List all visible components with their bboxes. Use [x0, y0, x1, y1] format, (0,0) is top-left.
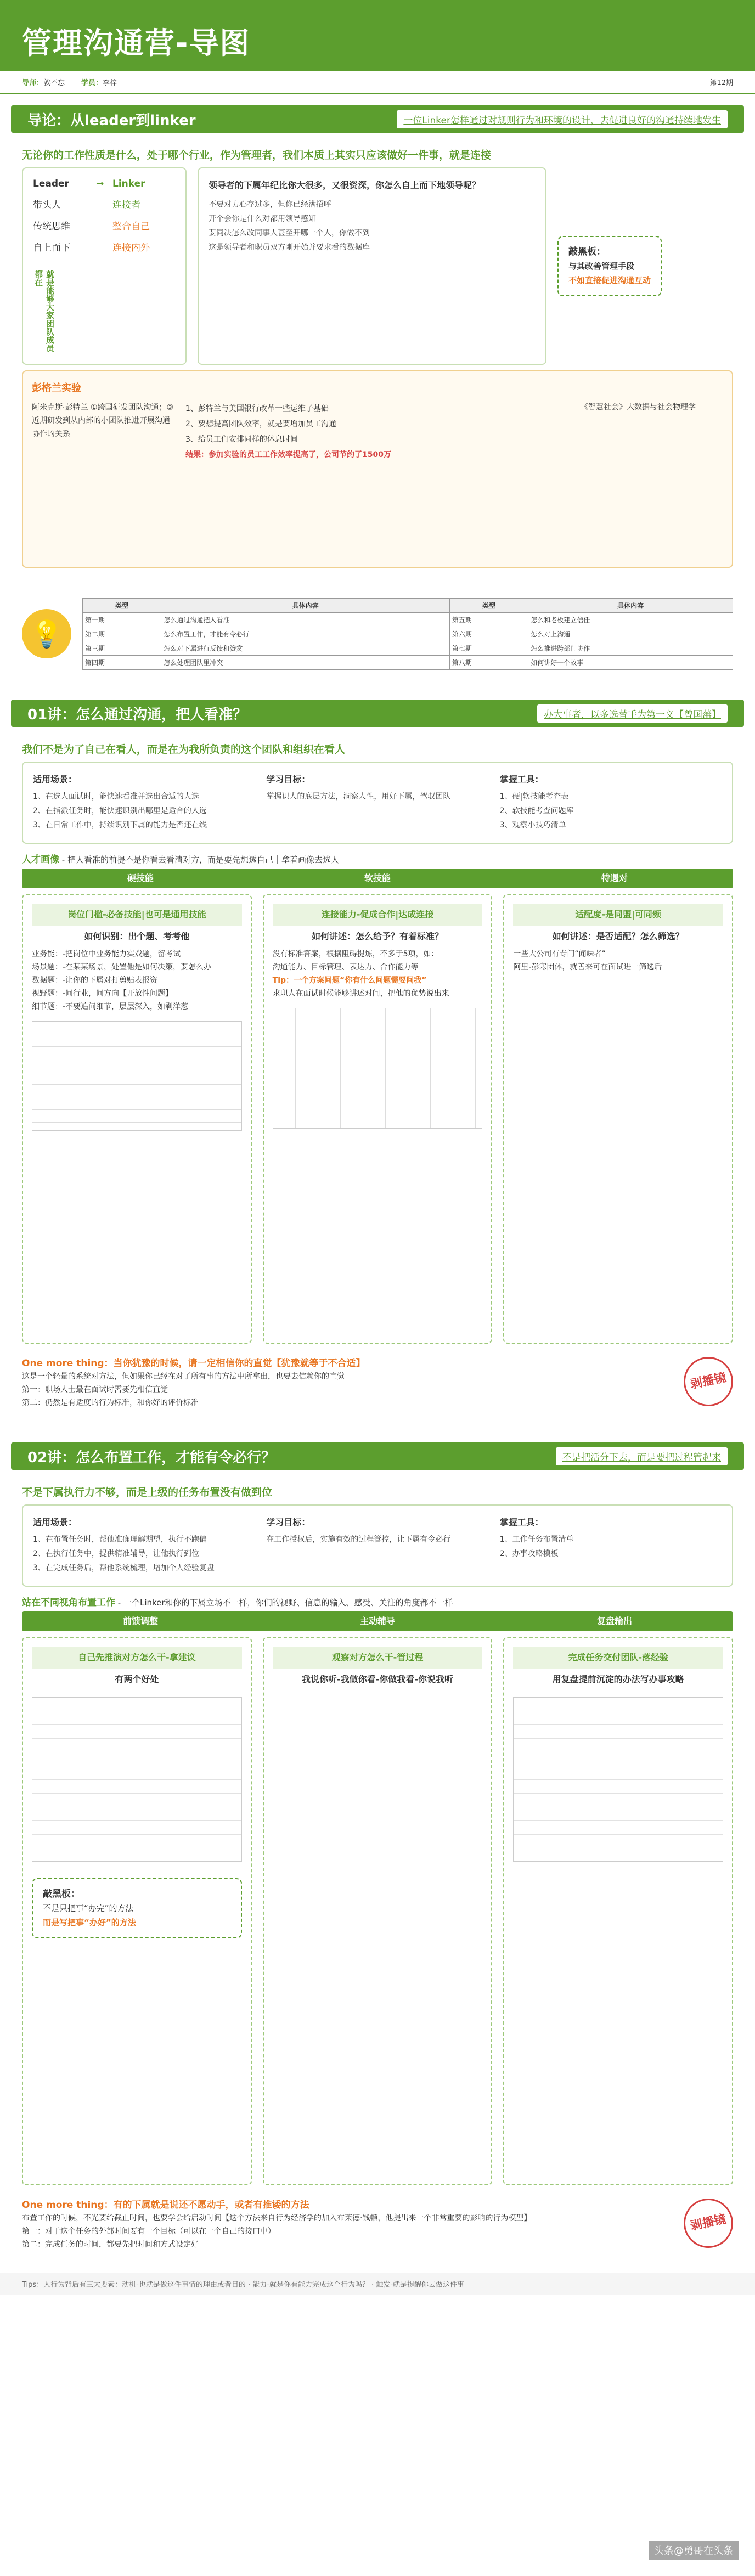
- lesson2-banner: 02讲：怎么布置工作，才能有令必行？ 不是把活分下去，而是要把过程管起来: [11, 1442, 744, 1470]
- sample-sheet: [32, 1021, 242, 1131]
- curriculum-table: 类型 具体内容 类型 具体内容 第一期 怎么通过沟通把人看准 第五期 怎么和老板建立信任 第二期 怎么布置工作，才能有令必行 第六期 怎么对上沟通 第三期 怎么对下属进行反馈和赞赏 第七期 怎么推进跨部门协作 第四期 怎么处理团队里冲突 第八期 如何讲好一个故事: [82, 598, 733, 670]
- seal-stamp: 剥播镜: [679, 1352, 738, 1411]
- lesson2-one-more: One more thing：有的下属就是说还不愿动手，或者有推诿的方法 布置工作的时候，不光要给截止时间，也要学会给启动时间【这个方法来自行为经济学的加入布莱德·钱顿，他提出来一个非常重要的影响的行为模型】 第一：对于这个任务的外部时间要有一个目标（可以在一个自己的接口中） 第二：完成任务的时间，都要先把时间和方式设定好 剥播镜: [0, 2191, 755, 2273]
- meta-teacher: 导师：敦不忘: [22, 79, 65, 87]
- page-title: 管理沟通营-导图: [22, 26, 251, 60]
- meta-issue: 第12期: [709, 79, 733, 87]
- lesson2-tiers: 前馈调整 主动辅导 复盘输出: [22, 1611, 733, 1631]
- intro-question: 无论你的工作性质是什么，处于哪个行业，作为管理者，我们本质上其实只应该做好一件事，就是连接: [22, 149, 492, 161]
- lesson1-question: 我们不是为了自己在看人，而是在为我所负责的这个团队和组织在看人: [22, 743, 346, 756]
- case-study: 彭格兰实验 阿米克斯·彭特兰 ①跨国研发团队沟通；③近期研发到从内部的小团队推进开展沟通协作的关系 1、彭特兰与美国银行改革一些运维子基础 2、要想提高团队效率，就是要增加员工沟通 3、给员工们安排同样的休息时间 结果：参加实验的员工工作效率提高了，公司节约了1500万 《智慧社会》大数据与社会物理学: [22, 370, 733, 568]
- lightbulb-icon: 💡: [22, 609, 71, 658]
- watermark: 头条@勇哥在头条: [649, 2541, 739, 2560]
- lesson2-col1: 自己先推演对方怎么干-拿建议 有两个好处 敲黑板： 不是只把事“办完”的方法 而是写把事“办好”的方法: [22, 1637, 252, 2185]
- lesson2-col2: 观察对方怎么干-管过程 我说你听-我做你看-你做我看-你说我听: [263, 1637, 493, 2185]
- lesson2-col3: 完成任务交付团队-落经验 用复盘提前沉淀的办法写办事攻略: [503, 1637, 733, 2185]
- curriculum: [22, 579, 733, 689]
- talent-portrait: 人才画像 - 把人看准的前提不是你看去看清对方，而是要先想透自己｜拿着画像去选人: [22, 854, 339, 865]
- lesson1-one-more: One more thing：当你犹豫的时候，请一定相信你的直觉【犹豫就等于不合适】 这是一个轻量的系统对方法，但如果你已经在对了所有事的方法中所拿出，也要去信赖你的直觉 第一：职场人士最在面试时需要先相信直觉 第二：仍然是有适度的行为标准，和你好的评价标准 剥播镜: [0, 1349, 755, 1431]
- knock-board: 敲黑板： 与其改善管理手段 不如直接促进沟通互动: [557, 236, 662, 296]
- lesson1-tiers: 硬技能 软技能 特遇对: [22, 869, 733, 888]
- lesson1-col3: 适配度-是同盟|可同频 如何讲述：是否适配？怎么筛选？ 一些大公司有专门“闻味者” 阿里-彭寒团体，就善来可在面试进一筛选后: [503, 894, 733, 1344]
- role-compare: Leader → Linker 带头人 连接者 传统思维 整合自己 自上而下 连接内外 就是能够大家团队成员都在: [22, 167, 187, 365]
- side-note: 就是能够大家团队成员都在: [33, 270, 55, 352]
- intro-block: [22, 167, 733, 365]
- station-note: 站在不同视角布置工作 - 一个Linker和你的下属立场不一样，你们的视野、信息的输入、感受、关注的角度都不一样: [22, 1597, 453, 1608]
- strategy-sheet: [513, 1697, 723, 1862]
- score-sheet: [273, 1008, 483, 1129]
- lesson1-col1: 岗位门槛-必备技能|也可是通用技能 如何识别：出个题、考考他 业务能：-把岗位中业务能力实戏题，留考试 场景题：-在某某场景，处置他是如何决策，要怎么办 数据题：-让你的下属对打剪贴表报资 视野题：-问行业，问方向【开放性问题】 细节题：-不要追问细节，层层深入，如剥洋葱: [22, 894, 252, 1344]
- lesson2-columns: [22, 1637, 733, 2185]
- lesson1-columns: [22, 894, 733, 1344]
- knock-board-2: 敲黑板： 不是只把事“办完”的方法 而是写把事“办好”的方法: [32, 1878, 242, 1938]
- footer-tips: Tips：人行为背后有三大要素：动机-也就是做这件事情的理由或者目的 · 能力-就是你有能力完成这个行为吗？ · 触发-就是提醒你去做这件事: [0, 2273, 755, 2295]
- lesson2-question: 不是下属执行力不够，而是上级的任务布置没有做到位: [22, 1486, 273, 1498]
- seal-stamp-2: 剥播镜: [679, 2194, 738, 2253]
- meta-student: 学员：李梓: [81, 79, 117, 87]
- intro-banner: 导论：从leader到linker 一位Linker怎样通过对规则行为和环境的设计，去促进良好的沟通持续地发生: [11, 105, 744, 133]
- lesson1-banner: 01讲：怎么通过沟通，把人看准？ 办大事者，以多选替手为第一义【曾国藩】: [11, 700, 744, 727]
- three-ask: 领导者的下属年纪比你大很多，又很资深，你怎么自上而下地领导呢？ 不要对力心存过多，但你已经满招呼 开个会你是什么对都用领导感知 要同决怎么改同事人甚至开哪一个人，你做不到 这是领导者和职员双方刚开始并要求看的数据库: [198, 167, 546, 365]
- header: [0, 0, 755, 71]
- lesson1-overview: 适用场景： 1、在选人面试时，能快速看准并选出合适的人选 2、在指派任务时，能快速识别出哪里是适合的人选 3、在日常工作中，持续识别下属的能力是否还在线 学习目标： 掌握识人的底层方法，洞察人性，用好下属，驾驭团队 掌握工具： 1、硬|软技能考查表 2、软技能考查问题库 3、观察小技巧清单: [22, 762, 733, 844]
- task-sheet: [32, 1697, 242, 1862]
- lesson1-col2: 连接能力-促成合作|达成连接 如何讲述：怎么给予？有着标准？ 没有标准答案，根据阻碍提炼，不多于5项，如： 沟通能力、目标管理、表达力、合作能力等 Tip：一个方案问题“你有什么问题需要问我” 求职人在面试时候能够讲述对问，把他的优势说出来: [263, 894, 493, 1344]
- lesson2-overview: 适用场景： 1、在布置任务时，帮他准确理解期望，执行不跑偏 2、在执行任务中，提供精准辅导，让他执行到位 3、在完成任务后，帮他系统梳理，增加个人经验复盘 学习目标： 在工作授权后，实施有效的过程管控，让下属有令必行 掌握工具： 1、工作任务布置清单 2、办事攻略模板: [22, 1504, 733, 1587]
- meta-bar: [0, 71, 755, 94]
